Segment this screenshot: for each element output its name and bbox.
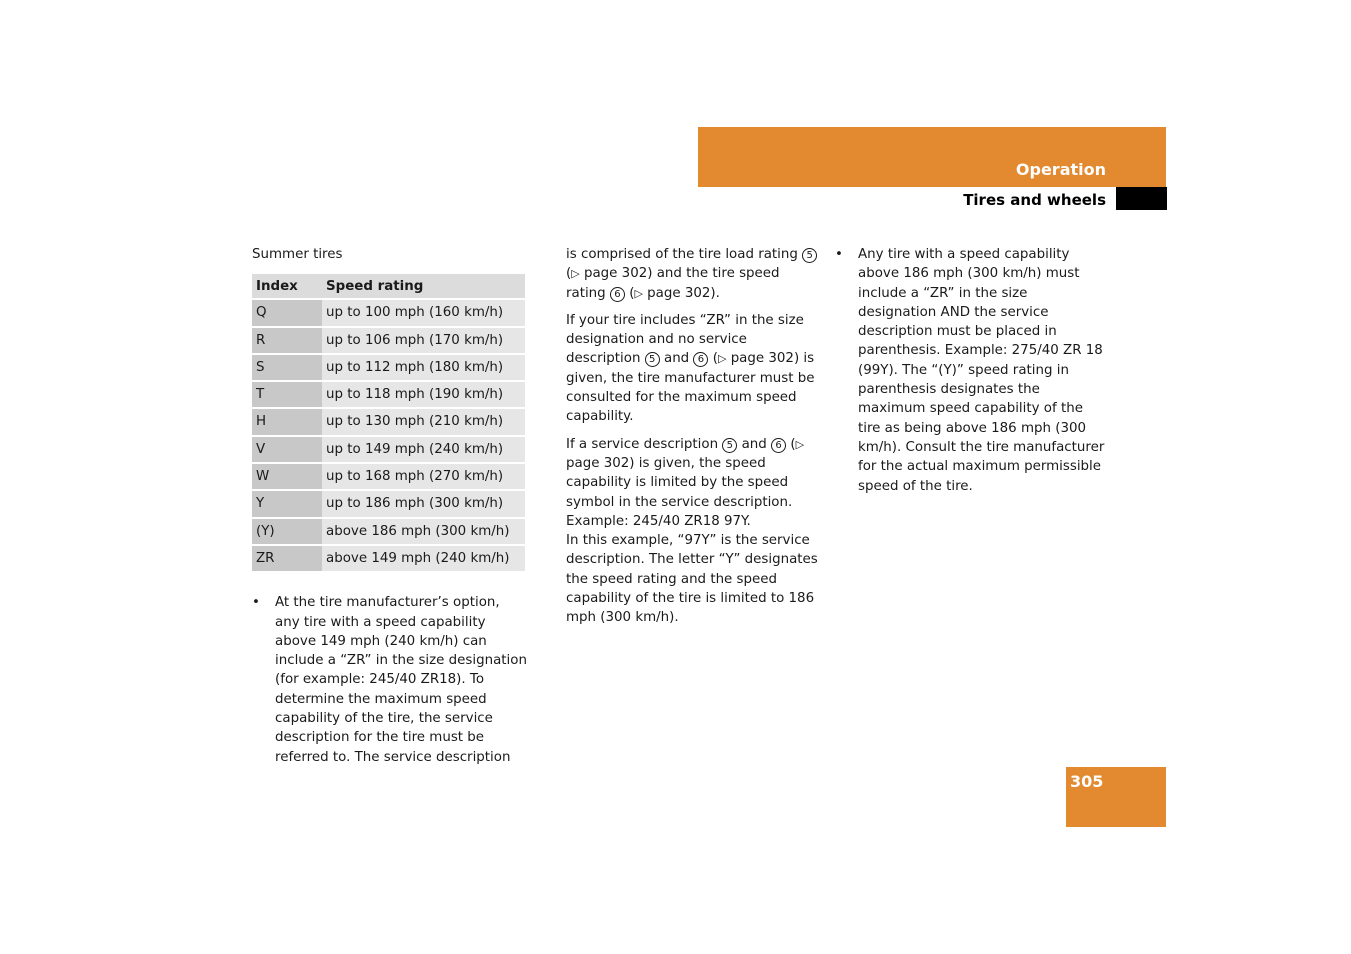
speed-cell: up to 100 mph (160 km/h) xyxy=(322,300,525,325)
section-tab-marker xyxy=(1116,187,1167,210)
text-run: page 302) and the tire speed rating xyxy=(566,266,780,301)
speed-cell: above 186 mph (300 km/h) xyxy=(322,519,525,544)
table-row xyxy=(252,464,525,489)
text-run: ( xyxy=(712,351,718,367)
index-cell: Y xyxy=(252,491,322,516)
bullet-above-186 xyxy=(835,245,1107,496)
text-run: If your tire includes “ZR” in the size designation and no service description xyxy=(566,312,804,367)
text-run: ( xyxy=(566,266,572,282)
bullet-text: At the tire manufacturer’s option, any tire with a speed capability above 149 mph (240 km/h) can include a “ZR” in the size designation (for example: 245/40 ZR18). To determine the maximum speed capability of the tire, the service description for the tire must be referred to. The service description xyxy=(275,595,527,765)
table-row xyxy=(252,546,525,571)
column-3 xyxy=(835,245,1107,496)
table-row xyxy=(252,300,525,325)
index-cell: T xyxy=(252,382,322,407)
speed-rating-table xyxy=(252,272,525,573)
text-run: and xyxy=(663,351,690,367)
index-cell: Q xyxy=(252,300,322,325)
index-cell: S xyxy=(252,355,322,380)
text-run: If a service description xyxy=(566,436,719,452)
bullet-text: Any tire with a speed capability above 186 mph (300 km/h) must include a “ZR” in the size designation AND the service description must be placed in parenthesis. Example: 275/40 ZR 18 (99Y). The “(Y)” speed rating in parenthesis designates the maximum speed capability of the tire as being above 186 mph (300 km/h). Consult the tire manufacturer for the actual maximum permissible speed of the tire. xyxy=(858,247,1105,494)
circled-number-6-icon: 6 xyxy=(610,287,625,302)
speed-cell: up to 186 mph (300 km/h) xyxy=(322,491,525,516)
table-row xyxy=(252,491,525,516)
index-cell: (Y) xyxy=(252,519,322,544)
example-text: Example: 245/40 ZR18 97Y. xyxy=(566,513,751,529)
column-header-speed: Speed rating xyxy=(322,274,525,298)
text-run: ( xyxy=(790,436,796,452)
page-reference-arrow-icon: ▷ xyxy=(717,352,727,366)
column-header-index: Index xyxy=(252,274,322,298)
text-run: ( xyxy=(629,285,635,301)
table-caption: Summer tires xyxy=(252,247,343,262)
text-run: page 302) is given, the speed capability is limited by the speed symbol in the service description. xyxy=(566,455,793,510)
paragraph-service-given xyxy=(566,435,820,628)
table-header-row xyxy=(252,274,525,298)
speed-cell: above 149 mph (240 km/h) xyxy=(322,546,525,571)
table-row xyxy=(252,409,525,434)
speed-cell: up to 130 mph (210 km/h) xyxy=(322,409,525,434)
section-title: Operation xyxy=(1015,160,1106,179)
text-run: page 302). xyxy=(647,285,720,301)
index-cell: R xyxy=(252,328,322,353)
index-cell: W xyxy=(252,464,322,489)
column-1 xyxy=(252,245,527,767)
speed-cell: up to 112 mph (180 km/h) xyxy=(322,355,525,380)
table-row xyxy=(252,355,525,380)
page-reference-arrow-icon: ▷ xyxy=(571,267,580,281)
text-run: is comprised of the tire load rating xyxy=(566,247,798,262)
page-reference-arrow-icon: ▷ xyxy=(795,437,805,451)
text-run: In this example, “97Y” is the service description. The letter “Y” designates the speed rating and the speed capability of the tire is limited to 186 mph (300 km/h). xyxy=(566,533,818,626)
circled-number-5-icon: 5 xyxy=(802,248,817,263)
page-reference-arrow-icon: ▷ xyxy=(634,286,643,300)
paragraph-service-description xyxy=(566,245,820,303)
table-row xyxy=(252,382,525,407)
column-2 xyxy=(566,245,820,636)
index-cell: ZR xyxy=(252,546,322,571)
index-cell: H xyxy=(252,409,322,434)
speed-cell: up to 118 mph (190 km/h) xyxy=(322,382,525,407)
text-run: and xyxy=(741,436,767,452)
bullet-icon: • xyxy=(835,247,843,262)
bullet-icon: • xyxy=(252,595,260,611)
circled-number-5-icon: 5 xyxy=(722,438,737,453)
paragraph-zr-no-service xyxy=(566,311,820,427)
bullet-zr-option xyxy=(252,593,527,767)
speed-cell: up to 168 mph (270 km/h) xyxy=(322,464,525,489)
circled-number-6-icon: 6 xyxy=(693,352,708,367)
index-cell: V xyxy=(252,437,322,462)
circled-number-6-icon: 6 xyxy=(771,438,786,453)
speed-cell: up to 149 mph (240 km/h) xyxy=(322,437,525,462)
subsection-title: Tires and wheels xyxy=(963,191,1106,209)
text-run: page 302) is given, the tire manufacturer must be consulted for the maximum speed capability. xyxy=(566,351,815,425)
page-number: 305 xyxy=(1070,772,1104,791)
circled-number-5-icon: 5 xyxy=(645,352,660,367)
table-row xyxy=(252,328,525,353)
table-row xyxy=(252,437,525,462)
table-row xyxy=(252,519,525,544)
speed-cell: up to 106 mph (170 km/h) xyxy=(322,328,525,353)
